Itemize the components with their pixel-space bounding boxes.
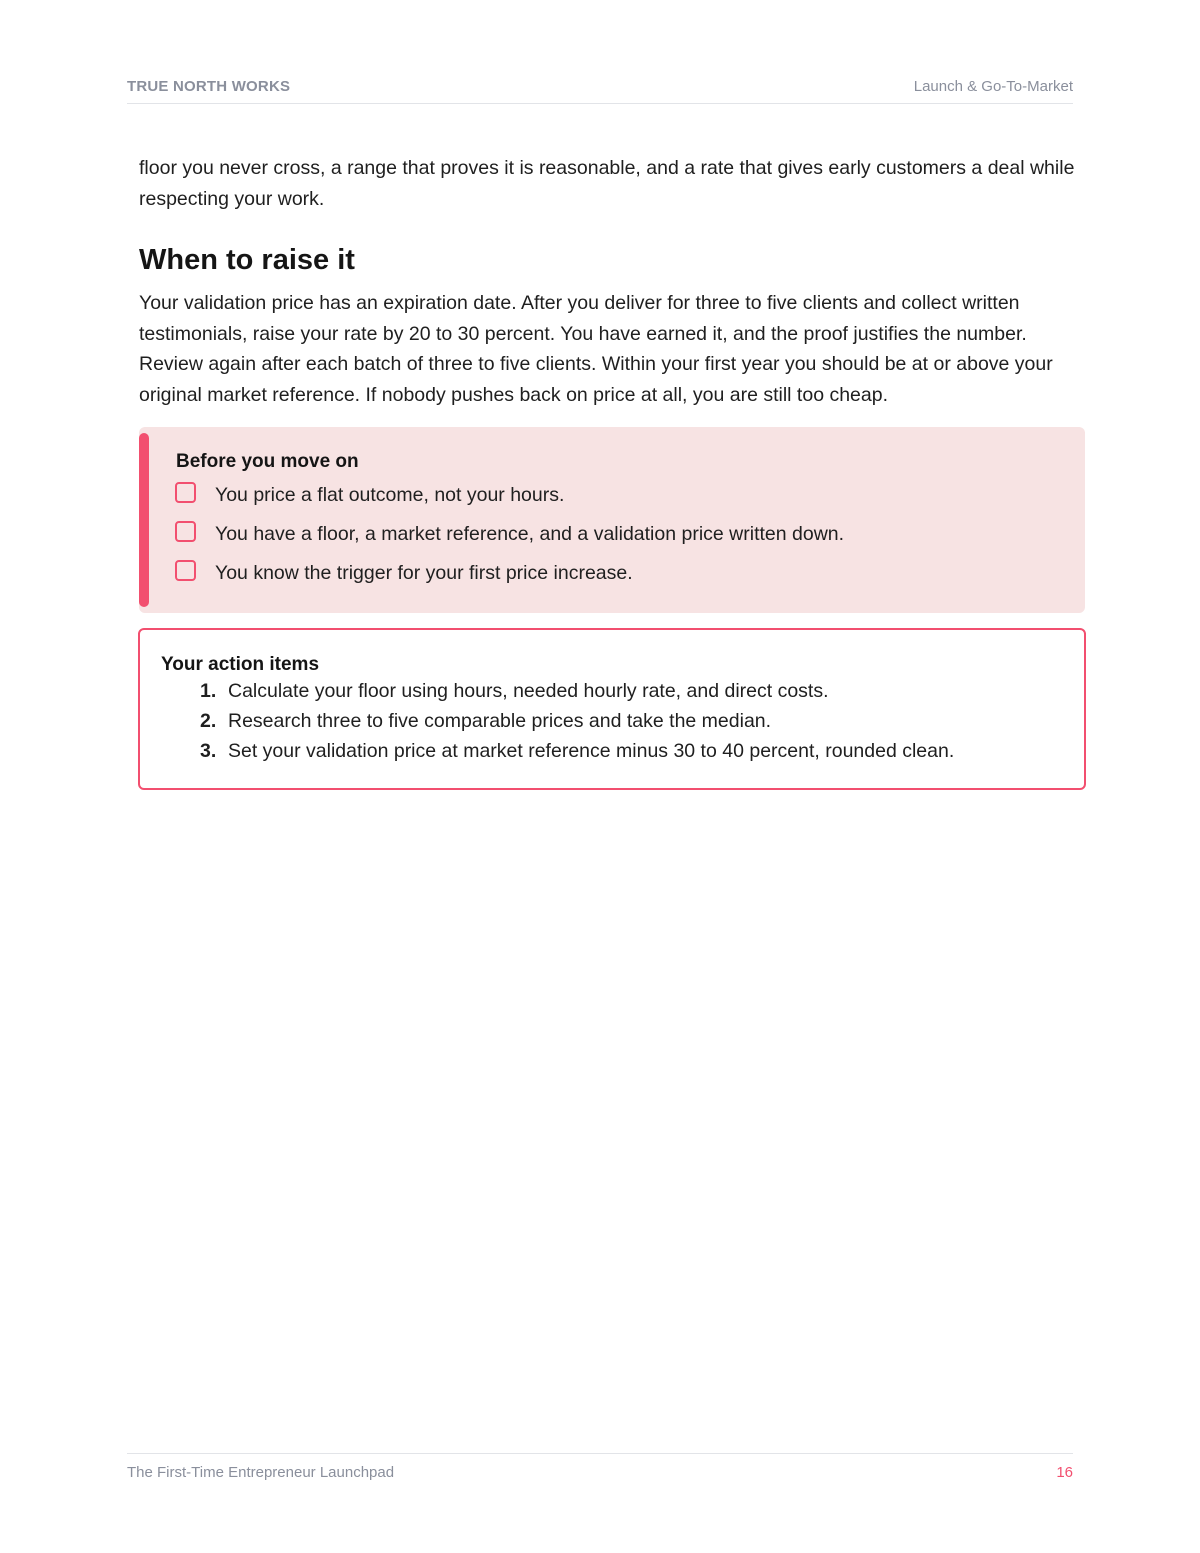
checklist-title: Before you move on [176,451,359,472]
page-header [127,76,1073,104]
checkbox-icon[interactable] [175,521,196,542]
checkbox-icon[interactable] [175,482,196,503]
section-heading: When to raise it [139,244,355,276]
callout-accent-bar [139,433,149,607]
checklist-item-label: You have a floor, a market reference, and a validation price written down. [215,523,845,545]
page-footer [127,1453,1073,1484]
action-item-number: 3. [200,740,217,762]
action-item-text: Research three to five comparable prices and take the median. [228,710,772,732]
brand-name: TRUE NORTH WORKS [127,78,291,95]
section-label: Launch & Go-To-Market [913,78,1073,95]
checklist-item-label: You price a flat outcome, not your hours. [215,484,565,506]
action-item [200,710,771,740]
action-items-title: Your action items [161,654,320,675]
checklist-item-label: You know the trigger for your first price increase. [215,562,633,584]
page-number: 16 [1056,1464,1073,1481]
intro-paragraph: floor you never cross, a range that proves it is reasonable, and a rate that gives early customers a deal while respecting your work. [139,157,1075,210]
action-item-text: Calculate your floor using hours, needed hourly rate, and direct costs. [228,680,829,702]
action-item-text: Set your validation price at market reference minus 30 to 40 percent, rounded clean. [228,740,955,762]
action-item [200,680,829,710]
action-items-box [138,628,1086,790]
checklist-callout [139,427,1085,613]
action-item [200,740,954,770]
main-content [139,153,1085,410]
raise-paragraph: Your validation price has an expiration date. After you deliver for three to five clients and collect written testimonials, raise your rate by 20 to 30 percent. You have earned it, and the proof justifies the number. Review again after each batch of three to five clients. Within your first year you should be at or above your original market reference. If nobody pushes back on price at all, you are still too cheap. [139,292,1053,406]
action-item-number: 2. [200,710,217,732]
action-item-number: 1. [200,680,217,702]
checkbox-icon[interactable] [175,560,196,581]
book-title: The First-Time Entrepreneur Launchpad [127,1464,395,1481]
